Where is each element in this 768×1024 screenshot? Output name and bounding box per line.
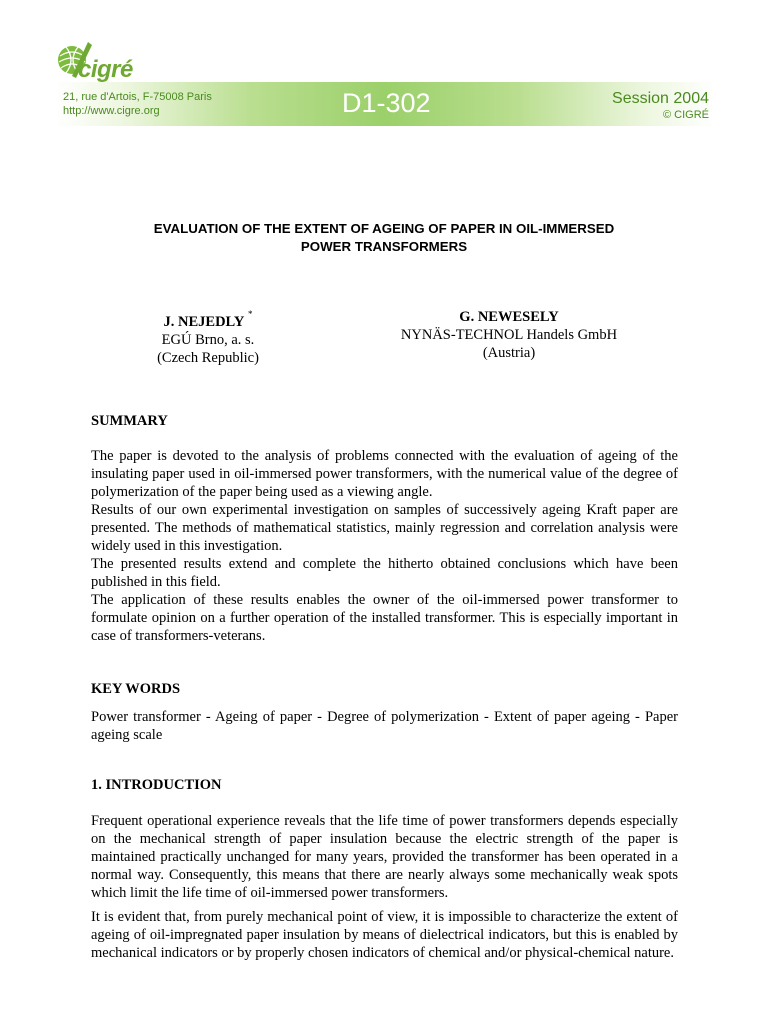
paper-code: D1-302 [342,88,431,118]
author-affiliation: NYNÄS-TECHNOL Handels GmbH [400,327,618,343]
author-footnote-mark: * [247,309,253,319]
summary-section [91,447,678,645]
author-name: J. NEJEDLY [163,313,245,330]
title-line-2: POWER TRANSFORMERS [300,239,468,254]
summary-paragraph: The paper is devoted to the analysis of problems connected with the evaluation of ageing of the insulating paper used in oil-immersed power transformers, with the numerical value of the degree of polymerization of the paper being used as a viewing angle. [91,448,678,500]
introduction-section [91,776,678,962]
summary-paragraph: Results of our own experimental investigation on samples of successively ageing Kraft paper are presented. The methods of mathematical statistics, mainly regression and correlation analysis were widely used in this investigation. [91,502,678,554]
introduction-heading: 1. INTRODUCTION [91,777,222,793]
author-1 [118,308,298,367]
header-address [63,90,212,118]
address-line: 21, rue d'Artois, F-75008 Paris [63,91,212,103]
author-name: G. NEWESELY [459,309,559,325]
title-line-1: EVALUATION OF THE EXTENT OF AGEING OF PAPER IN OIL-IMMERSED [153,221,615,236]
keywords-text: Power transformer - Ageing of paper - Degree of polymerization - Extent of paper ageing - Paper ageing scale [91,709,678,743]
session-block [612,90,709,122]
summary-paragraph: The presented results extend and complete the hitherto obtained conclusions which have been published in this field. [91,556,678,590]
author-affiliation: EGÚ Brno, a. s. [161,331,255,348]
author-country: (Czech Republic) [157,349,259,366]
keywords-heading: KEY WORDS [91,681,181,697]
summary-heading-block [91,412,678,430]
summary-paragraph: The application of these results enables the owner of the oil-immersed power transformer to formulate opinion on a further operation of the installed transformer. This is especially important in case of transformers-veterans. [91,592,678,644]
paper-title [90,220,678,256]
keywords-section [91,680,678,744]
summary-heading: SUMMARY [91,413,168,429]
author-2 [380,308,638,362]
session-label: Session 2004 [612,90,709,107]
cigre-logo-text: cigré [78,56,133,83]
copyright-label: © CIGRÉ [663,109,709,121]
author-country: (Austria) [482,345,536,361]
introduction-paragraph: Frequent operational experience reveals that the life time of power transformers depends especially on the mechanical strength of paper insulation because the electric strength of the paper is maintained practically unchanged for many years, provided the transformer has been operated in a normal way. Consequently, this means that there are nearly always some mechanically weak spots which limit the life time of oil-immersed power transformers. [91,813,678,901]
website-link[interactable]: http://www.cigre.org [63,105,160,117]
introduction-paragraph: It is evident that, from purely mechanical point of view, it is impossible to characterize the extent of ageing of oil-impregnated paper insulation by means of dielectrical indicators, but this is enabled by mechanical indicators or by properly chosen indicators of chemical and/or physical-chemical nature. [91,909,678,961]
